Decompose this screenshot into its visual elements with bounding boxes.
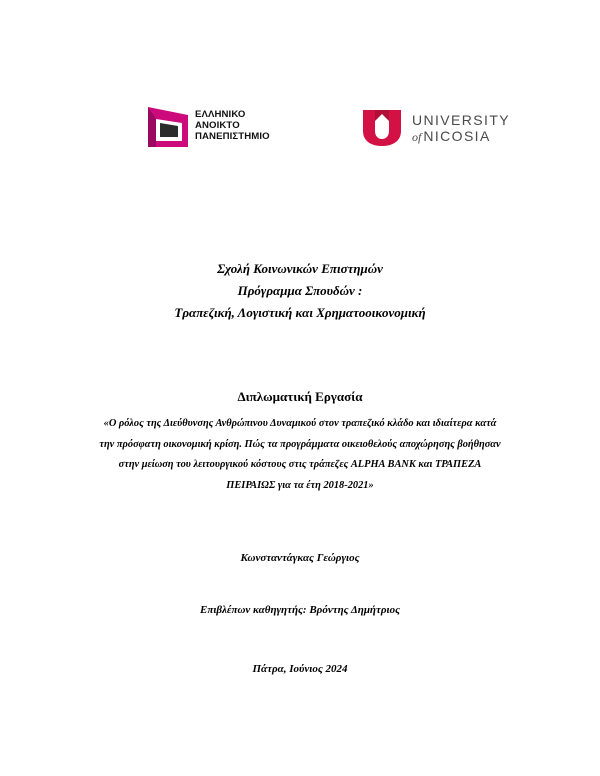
university-of-nicosia-logo (362, 109, 512, 149)
unic-logo-text (412, 113, 510, 145)
thesis-label: Διπλωματική Εργασία (237, 389, 363, 404)
thesis-title-line: την πρόσφατη οικονομική κρίση. Πώς τα προγράμματα οικειοθελούς αποχώρησης βοήθησαν (99, 438, 501, 450)
school-block (0, 258, 600, 324)
unic-line-university: UNIVERSITY (412, 112, 511, 128)
thesis-title (70, 414, 530, 496)
hou-logo-mark-icon (146, 103, 192, 149)
unic-nicosia-word: NICOSIA (423, 128, 491, 144)
program-name: Τραπεζική, Λογιστική και Χρηματοοικονομική (174, 305, 426, 320)
hou-line-1: ΕΛΛΗΝΙΚΟ (195, 109, 246, 120)
hou-line-3: ΠΑΝΕΠΙΣΤΗΜΙΟ (195, 131, 270, 142)
hou-logo-text (195, 109, 270, 142)
hellenic-open-university-logo (146, 103, 296, 149)
thesis-title-line: «Ο ρόλος της Διεύθυνσης Ανθρώπινου Δυναμικού στον τραπεζικό κλάδο και ιδιαίτερα κατά (103, 418, 497, 429)
thesis-title-line: στην μείωση του λειτουργικού κόστους στις τράπεζες ALPHA BANK και ΤΡΑΠΕΖΑ (118, 459, 482, 470)
author-name: Κωνσταντάγκας Γεώργιος (240, 552, 360, 564)
hou-line-2: ΑΝΟΙΚΤΟ (195, 120, 240, 131)
faculty-name: Σχολή Κοινωνικών Επιστημών (217, 261, 383, 276)
program-label: Πρόγραμμα Σπουδών : (237, 283, 363, 298)
thesis-title-line: ΠΕΙΡΑΙΩΣ για τα έτη 2018-2021» (226, 479, 374, 491)
unic-of-word: of (412, 130, 422, 144)
unic-line-nicosia (412, 128, 510, 145)
supervisor: Επιβλέπων καθηγητής: Βρόντης Δημήτριος (200, 604, 400, 616)
place-date: Πάτρα, Ιούνιος 2024 (252, 663, 348, 675)
unic-logo-mark-icon (362, 109, 402, 147)
